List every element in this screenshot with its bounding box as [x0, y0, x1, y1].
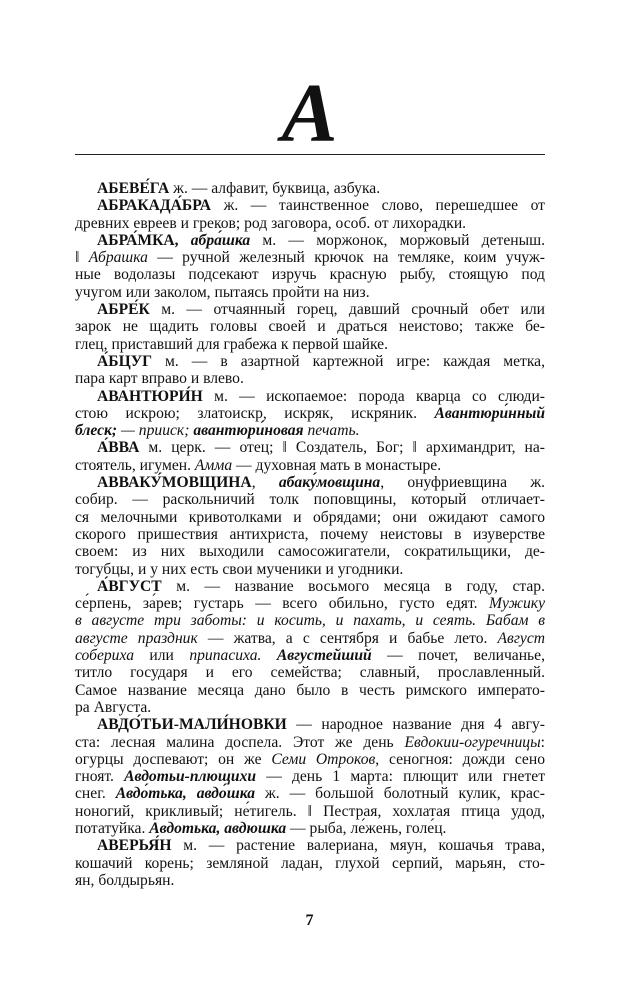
dictionary-entry [75, 180, 545, 197]
headword: АВДО́ТЬИ-МАЛИ́НОВКИ [97, 716, 287, 734]
definition-text: ные водолазы подсекают изручь красную рыбу, стоящую под [75, 266, 545, 284]
italic-text: Абрашка [88, 249, 148, 267]
page-number: 7 [305, 912, 314, 929]
entry-line [75, 284, 545, 301]
definition-text: , онуфриевщина ж. [380, 474, 545, 492]
definition-text: ра Августа. [75, 698, 152, 716]
entry-line [75, 785, 545, 802]
derived-word: Авдотьи-плющихи [124, 768, 257, 786]
italic-text: Семи Отроков [271, 750, 376, 768]
definition-text: ж. — большой болотный кулик, крас- [255, 785, 545, 803]
entry-line [75, 872, 545, 889]
entry-line [75, 405, 545, 422]
derived-word: абра́шка [190, 231, 251, 249]
definition-text: тогубцы, и у них есть свои мученики и угодники. [75, 560, 404, 578]
definition-text: учугом или заколом, пытаясь пройти на низ. [75, 283, 370, 301]
definition-text: ж. — алфавит, буквица, азбука. [169, 180, 381, 197]
dictionary-entry [75, 474, 545, 578]
definition-text: огурцы доспевают; он же [75, 750, 272, 768]
definition-text: : [540, 733, 545, 751]
entry-line [75, 232, 545, 249]
entry-line [75, 457, 545, 474]
definition-text: — день 1 марта: плющит или гнетет [256, 768, 546, 786]
entry-line [75, 595, 545, 612]
entry-line [75, 647, 545, 664]
section-letter-heading: А [281, 67, 338, 160]
definition-text: Самое название месяца дано было в честь римского императо- [75, 681, 545, 699]
entry-line [75, 664, 545, 681]
dictionary-entry [75, 353, 545, 388]
entry-line [75, 318, 545, 335]
definition-text: ся мелочными кривотолками и обрядами; они ожидают самого [75, 508, 545, 526]
italic-text: припасиха. [189, 647, 277, 665]
entry-line [75, 266, 545, 283]
entry-line [75, 526, 545, 543]
headword: АБРАКАДА́БРА [97, 197, 212, 215]
entry-line [75, 215, 545, 232]
definition-text: скорого пришествия антихриста, почему неистовы в изуверстве [75, 525, 545, 543]
definition-text: м. — название восьмого месяца в году, стар. [161, 577, 545, 595]
headword: А́ВВА [97, 439, 140, 457]
headword: АБРЕ́К [97, 301, 150, 319]
definition-text: титло государя и его семейства; славный, прославленный. [75, 664, 545, 682]
entry-line [75, 682, 545, 699]
definition-text: гноят. [75, 768, 125, 786]
entry-line [75, 197, 545, 214]
entry-line [75, 837, 545, 854]
derived-word: блеск; [75, 422, 118, 440]
definition-text: ян, болдырьян. [75, 871, 175, 889]
entry-line [75, 249, 545, 266]
definition-text: , [251, 474, 279, 492]
headword: А́ВГУСТ [97, 577, 162, 595]
entry-line [75, 716, 545, 733]
entry-line [75, 301, 545, 318]
entry-line [75, 491, 545, 508]
entry-line [75, 855, 545, 872]
definition-text: м. — в азартной картежной игре: каждая метка, [152, 352, 545, 370]
derived-word: Авантюри́нный [434, 404, 545, 422]
definition-text: или [134, 647, 190, 665]
dictionary-entry [75, 301, 545, 353]
italic-text: Амма [194, 456, 233, 474]
headword: АБЕВЕ́ГА [97, 180, 170, 197]
entry-line [75, 336, 545, 353]
definition-text: — ручной железный крючок на темляке, коим учуж- [147, 249, 545, 267]
definition-text: стою искрою; златоискр, искряк, искряник. [75, 404, 435, 422]
derived-word: Авдо́тька, авдо́шка [115, 785, 256, 803]
italic-text: — прииск; [117, 422, 194, 440]
definition-text: зарок не щадить головы своей и драться неистово; также бе- [75, 318, 545, 336]
definition-text: ‖ [75, 249, 89, 267]
definition-text: — почет, величанье, [371, 647, 545, 665]
definition-text: ноногий, крикливый; не́тигель. ‖ Пестрая, хохлатая птица удод, [75, 802, 545, 820]
entry-line [75, 803, 545, 820]
dictionary-entry [75, 439, 545, 474]
definition-text: м. — ископаемое: порода кварца со слюди- [202, 387, 545, 405]
entry-line [75, 820, 545, 837]
entry-line [75, 180, 545, 197]
italic-text: Мужику [488, 595, 545, 613]
dictionary-entry [75, 716, 545, 837]
definition-text: — жатва, а с сентября и бабье лето. [197, 629, 498, 647]
definition-text: своем: из них выходили самосожигатели, сократильщики, де- [75, 543, 545, 561]
entry-line [75, 370, 545, 387]
definition-text: се́рпень, за́рев; густарь — всего обильно, густо едят. [75, 595, 489, 613]
entry-line [75, 422, 545, 439]
derived-word: абаку́мовщина [278, 474, 381, 492]
entry-line [75, 543, 545, 560]
italic-text: Евдокии-огуречницы [404, 733, 541, 751]
definition-text: собир. — раскольничий толк поповщины, который отличает- [75, 491, 545, 509]
definition-text: потатуйка. [75, 819, 150, 837]
definition-text: м. — отчаянный горец, давший срочный обет или [149, 301, 545, 319]
definition-text: — народное название дня 4 авгу- [286, 716, 545, 734]
derived-word: авантюри́новая [193, 422, 304, 440]
entry-line [75, 630, 545, 647]
heading-rule-divider [75, 154, 545, 155]
definition-text: снег. [75, 785, 116, 803]
italic-text: Август [497, 629, 546, 647]
headword: А́БЦУГ [97, 352, 153, 370]
definition-text: глец, приставший для грабежа к первой шайке. [75, 335, 389, 353]
definition-text: , сеногноя: дожди сено [375, 750, 545, 768]
entry-line [75, 353, 545, 370]
entry-line [75, 734, 545, 751]
entry-line [75, 751, 545, 768]
definition-text: м. — растение валериана, мяун, кошачья трава, [171, 837, 545, 855]
derived-word: Авдотька, авдюшка [149, 819, 287, 837]
entry-line [75, 439, 545, 456]
entry-line [75, 561, 545, 578]
dictionary-entries [75, 180, 545, 889]
entry-line [75, 578, 545, 595]
definition-text: — рыба, ле́жень, голе́ц. [286, 819, 447, 837]
headword: АВВАКУ́МОВЩИНА [97, 474, 252, 492]
definition-text: м. церк. — отец; ‖ Создатель, Бог; ‖ архимандрит, на- [139, 439, 545, 457]
definition-text: древних евреев и греков; род заговора, особ. от лихорадки. [75, 214, 467, 232]
dictionary-entry [75, 578, 545, 716]
entry-line [75, 509, 545, 526]
dictionary-entry [75, 388, 545, 440]
entry-line [75, 388, 545, 405]
dictionary-entry [75, 232, 545, 301]
definition-text: м. — моржонок, моржовый детеныш. [250, 231, 545, 249]
italic-text: печать. [303, 422, 360, 440]
derived-word: Августейший [276, 647, 372, 665]
italic-text: августе праздник [75, 629, 198, 647]
entry-line [75, 768, 545, 785]
dictionary-entry [75, 837, 545, 889]
headword: АБРА́МКА, [97, 231, 191, 249]
definition-text: ста: лесная малина доспела. Этот же день [75, 733, 405, 751]
headword: АВАНТЮРИ́Н [97, 387, 203, 405]
italic-text: в августе три заботы: и косить, и пахать, и сеять. Бабам в [75, 612, 545, 630]
definition-text: ж. — таинственное слово, перешедшее от [211, 197, 545, 215]
definition-text: — духовная мать в монастыре. [232, 456, 442, 474]
entry-line [75, 474, 545, 491]
italic-text: собериха [75, 647, 134, 665]
dictionary-entry [75, 197, 545, 232]
entry-line [75, 699, 545, 716]
entry-line [75, 612, 545, 629]
definition-text: кошачий корень; земляной ладан, глухой серпий, марьян, сто- [75, 854, 545, 872]
definition-text: пара карт вправо и влево. [75, 370, 244, 388]
definition-text: стоятель, игумен. [75, 456, 195, 474]
headword: АВЕРЬЯ́Н [97, 837, 172, 855]
